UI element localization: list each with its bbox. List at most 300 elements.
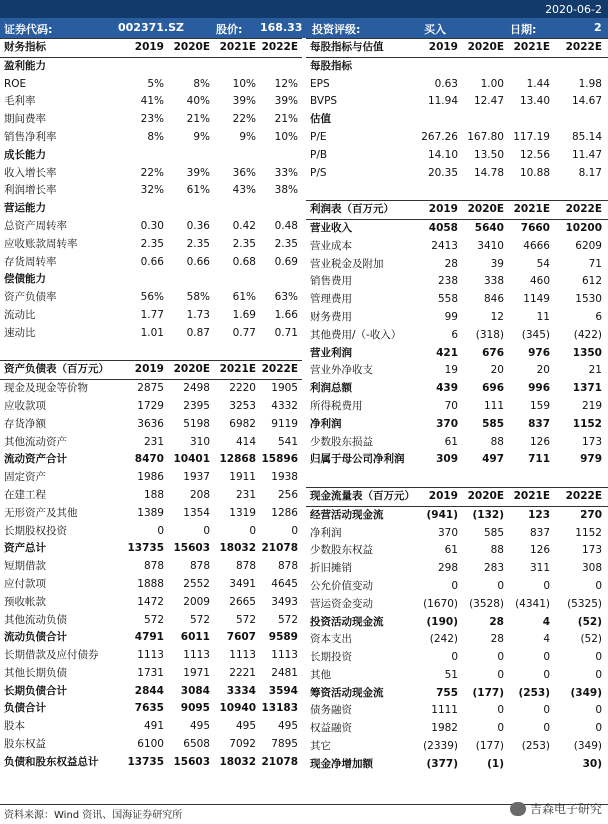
cell-value: (253): [521, 740, 550, 753]
cell-value: 20: [490, 364, 504, 377]
cell-value: 0: [497, 579, 504, 592]
table-header-row: [306, 487, 608, 507]
cell-value: 2022E: [565, 41, 602, 53]
table-row: [0, 736, 302, 754]
table-row: [306, 667, 608, 685]
cell-value: 9589: [268, 631, 298, 644]
cell-value: 2019: [134, 363, 164, 376]
table-row: [306, 614, 608, 632]
cell-value: 238: [437, 275, 458, 288]
date-value: 2: [594, 21, 602, 34]
table-row: [0, 576, 302, 594]
cell-value: (377): [426, 757, 458, 770]
cell-value: 0: [595, 668, 602, 681]
cell-value: 2019: [428, 489, 458, 502]
cell-value: 126: [529, 544, 550, 557]
cell-value: 3084: [180, 684, 210, 697]
cell-value: (190): [426, 615, 458, 628]
row-label: 毛利率: [4, 95, 36, 108]
cell-value: 0: [157, 524, 164, 537]
table-row: [306, 165, 608, 183]
cell-value: 56%: [140, 291, 164, 304]
row-label: 利润总额: [310, 382, 352, 395]
cell-value: 2.35: [274, 237, 298, 250]
table-row: [306, 469, 608, 487]
table-row: [0, 325, 302, 343]
cell-value: 117.19: [513, 130, 550, 143]
cell-value: 572: [189, 613, 210, 626]
cell-value: 2498: [183, 382, 210, 395]
cell-value: 61: [444, 544, 458, 557]
cell-value: 837: [529, 526, 550, 539]
table-row: [306, 631, 608, 649]
cell-value: 837: [528, 417, 550, 430]
cell-value: 7660: [520, 221, 550, 234]
table-row: [0, 289, 302, 307]
row-label: 利润增长率: [4, 184, 57, 197]
cell-value: 173: [581, 435, 602, 448]
cell-value: 21%: [274, 113, 298, 126]
cell-value: 11: [536, 310, 550, 323]
section-row: [0, 271, 302, 289]
cell-value: 0: [543, 668, 550, 681]
cell-value: 2021E: [513, 489, 550, 502]
row-label: 其他: [310, 668, 331, 681]
table-row: [0, 218, 302, 236]
cell-value: 13183: [261, 702, 298, 715]
cell-value: 0: [595, 579, 602, 592]
cell-value: 2220: [229, 382, 256, 395]
cell-value: 1911: [229, 471, 256, 484]
row-label: 固定资产: [4, 471, 46, 484]
stock-code-label: 证券代码:: [4, 23, 53, 36]
cell-value: 2022E: [261, 41, 298, 53]
table-row: [306, 309, 608, 327]
cell-value: 6508: [183, 738, 210, 751]
cell-value: (52): [580, 633, 602, 646]
row-label: 应收款项: [4, 399, 46, 412]
row-label: 在建工程: [4, 488, 46, 501]
cell-value: 14.67: [571, 95, 602, 108]
cell-value: (349): [570, 686, 602, 699]
row-label: 每股指标: [310, 59, 352, 72]
table-row: [306, 525, 608, 543]
cell-value: 33%: [274, 166, 298, 179]
row-label: 现金净增加额: [310, 757, 373, 770]
cell-value: 308: [581, 562, 602, 575]
cell-value: 41%: [140, 95, 164, 108]
cell-value: 439: [436, 382, 458, 395]
cell-value: 1905: [271, 382, 298, 395]
cell-value: 15603: [173, 755, 210, 768]
wechat-icon: [510, 802, 526, 816]
table-row: [306, 147, 608, 165]
table-row: [0, 754, 302, 772]
table-row: [0, 558, 302, 576]
watermark-text: 吉森电子研究: [529, 802, 602, 816]
table-row: [306, 256, 608, 274]
cell-value: 231: [143, 435, 164, 448]
cell-value: 51: [444, 668, 458, 681]
cell-value: 3594: [268, 684, 298, 697]
cell-value: 1.77: [140, 308, 164, 321]
table-row: [306, 451, 608, 469]
cell-value: 0: [543, 651, 550, 664]
table-row: [306, 649, 608, 667]
cell-value: 54: [536, 257, 550, 270]
cell-value: 846: [483, 293, 504, 306]
cell-value: 28: [490, 633, 504, 646]
cell-value: 4058: [428, 221, 458, 234]
cell-value: 126: [529, 435, 550, 448]
cell-value: 572: [235, 613, 256, 626]
cell-value: (1670): [423, 597, 458, 610]
cell-value: 0.71: [274, 326, 298, 339]
rating-label: 投资评级:: [312, 23, 361, 36]
cell-value: 1113: [229, 649, 256, 662]
row-label: 资产负债表（百万元）: [4, 363, 109, 376]
cell-value: 1319: [229, 506, 256, 519]
row-label: 资本支出: [310, 633, 352, 646]
cell-value: 676: [482, 346, 504, 359]
section-row: [0, 147, 302, 165]
cell-value: 0: [543, 579, 550, 592]
cell-value: 219: [581, 399, 602, 412]
cell-value: 88: [490, 435, 504, 448]
table-row: [306, 416, 608, 434]
cell-value: 12.56: [519, 148, 550, 161]
header-bar: [0, 18, 608, 38]
cell-value: 21: [588, 364, 602, 377]
cell-value: 2009: [183, 595, 210, 608]
cell-value: 0: [203, 524, 210, 537]
table-row: [306, 702, 608, 720]
section-row: [0, 58, 302, 76]
cell-value: 2875: [137, 382, 164, 395]
cell-value: 1986: [137, 471, 164, 484]
cell-value: 28: [444, 257, 458, 270]
cell-value: 1530: [575, 293, 602, 306]
table-row: [0, 665, 302, 683]
cell-value: 298: [437, 562, 458, 575]
cell-value: 231: [235, 488, 256, 501]
section-row: [306, 58, 608, 76]
cell-value: 460: [529, 275, 550, 288]
cell-value: 1729: [137, 399, 164, 412]
cell-value: 10.88: [519, 166, 550, 179]
cell-value: 10401: [173, 453, 210, 466]
cell-value: 3493: [271, 595, 298, 608]
row-label: 少数股东权益: [310, 544, 373, 557]
row-label: P/S: [310, 166, 327, 179]
cell-value: 1.01: [140, 326, 164, 339]
cell-value: 208: [189, 488, 210, 501]
table-row: [306, 578, 608, 596]
cell-value: 2020E: [467, 203, 504, 216]
cell-value: 1.73: [186, 308, 210, 321]
cell-value: 3253: [229, 399, 256, 412]
cell-value: 7607: [226, 631, 256, 644]
cell-value: 3636: [137, 417, 164, 430]
cell-value: 10%: [274, 130, 298, 143]
cell-value: 13735: [127, 755, 164, 768]
cell-value: 7895: [271, 738, 298, 751]
cell-value: 270: [580, 508, 602, 521]
row-label: 公允价值变动: [310, 579, 373, 592]
date-bar: [0, 0, 608, 18]
cell-value: 32%: [140, 184, 164, 197]
row-label: 负债和股东权益总计: [4, 755, 99, 768]
row-label: 总资产周转率: [4, 219, 67, 232]
row-label: 现金流量表（百万元）: [310, 489, 415, 502]
cell-value: 541: [277, 435, 298, 448]
cell-value: 2019: [428, 41, 458, 53]
row-label: 短期借款: [4, 560, 46, 573]
cell-value: 1389: [137, 506, 164, 519]
table-row: [306, 738, 608, 756]
cell-value: 12: [490, 310, 504, 323]
cell-value: 6100: [137, 738, 164, 751]
cell-value: 0.42: [232, 219, 256, 232]
table-row: [306, 291, 608, 309]
table-row: [306, 345, 608, 363]
cell-value: 10200: [565, 221, 602, 234]
cell-value: 976: [528, 346, 550, 359]
row-label: 营业成本: [310, 239, 352, 252]
cell-value: (242): [429, 633, 458, 646]
table-row: [306, 220, 608, 238]
cell-value: 338: [483, 275, 504, 288]
cell-value: 311: [529, 562, 550, 575]
table-row: [0, 523, 302, 541]
cell-value: 1286: [271, 506, 298, 519]
cell-value: 61%: [186, 184, 210, 197]
cell-value: 0.68: [232, 255, 256, 268]
cell-value: 2.35: [186, 237, 210, 250]
cell-value: 0: [595, 651, 602, 664]
cell-value: 8470: [134, 453, 164, 466]
row-label: 期间费率: [4, 113, 46, 126]
cell-value: 58%: [186, 291, 210, 304]
table-row: [0, 505, 302, 523]
cell-value: 40%: [186, 95, 210, 108]
cell-value: 2020E: [467, 489, 504, 502]
cell-value: 267.26: [421, 130, 458, 143]
cell-value: 21%: [186, 113, 210, 126]
cell-value: (349): [573, 740, 602, 753]
cell-value: 6: [595, 310, 602, 323]
cell-value: 1149: [523, 293, 550, 306]
cell-value: 585: [483, 526, 504, 539]
table-header-row: [0, 38, 302, 58]
cell-value: 4: [543, 633, 550, 646]
table-row: [306, 129, 608, 147]
cell-value: 1971: [183, 666, 210, 679]
row-label: EPS: [310, 77, 330, 90]
cell-value: 0.48: [274, 219, 298, 232]
table-row: [0, 700, 302, 718]
cell-value: 85.14: [571, 130, 602, 143]
cell-value: 15603: [173, 542, 210, 555]
row-label: 长期借款及应付债券: [4, 649, 99, 662]
cell-value: (1): [487, 757, 504, 770]
table-row: [0, 182, 302, 200]
row-label: 其他长期负债: [4, 666, 67, 679]
cell-value: 1.66: [274, 308, 298, 321]
row-label: BVPS: [310, 95, 338, 108]
table-row: [0, 451, 302, 469]
cell-value: 88: [490, 544, 504, 557]
row-label: 净利润: [310, 417, 342, 430]
row-label: 盈利能力: [4, 59, 46, 72]
cell-value: 1.98: [578, 77, 602, 90]
section-row: [306, 111, 608, 129]
cell-value: 21078: [261, 542, 298, 555]
cell-value: 495: [235, 720, 256, 733]
table-row: [306, 720, 608, 738]
row-label: 收入增长率: [4, 166, 57, 179]
cell-value: 111: [483, 399, 504, 412]
cell-value: 188: [143, 488, 164, 501]
table-row: [0, 647, 302, 665]
cell-value: 70: [444, 399, 458, 412]
cell-value: 10940: [219, 702, 256, 715]
cell-value: 0.69: [274, 255, 298, 268]
table-row: [306, 182, 608, 200]
table-row: [306, 76, 608, 94]
cell-value: 1371: [572, 382, 602, 395]
source-note: 资料来源：Wind 资讯、国海证券研究所: [4, 810, 183, 821]
cell-value: 7092: [229, 738, 256, 751]
table-row: [0, 307, 302, 325]
row-label: 营业外净收支: [310, 364, 373, 377]
cell-value: 39%: [232, 95, 256, 108]
table-row: [0, 487, 302, 505]
cell-value: 19: [444, 364, 458, 377]
cell-value: 421: [436, 346, 458, 359]
row-label: 销售净利率: [4, 130, 57, 143]
cell-value: 4: [542, 615, 550, 628]
cell-value: (2339): [423, 740, 458, 753]
row-label: P/B: [310, 148, 328, 161]
cell-value: 0: [291, 524, 298, 537]
cell-value: 2021E: [513, 203, 550, 216]
cell-value: 63%: [274, 291, 298, 304]
row-label: 其他费用/（-收入）: [310, 328, 402, 341]
cell-value: 1354: [183, 506, 210, 519]
cell-value: 14.10: [427, 148, 458, 161]
row-label: 应收账款周转率: [4, 237, 78, 250]
cell-value: 18032: [219, 755, 256, 768]
cell-value: 1938: [271, 471, 298, 484]
cell-value: 8%: [147, 130, 164, 143]
cell-value: (422): [573, 328, 602, 341]
cell-value: 15896: [261, 453, 298, 466]
row-label: 存货周转率: [4, 255, 57, 268]
cell-value: 0: [451, 651, 458, 664]
cell-value: 2395: [183, 399, 210, 412]
cell-value: (3528): [469, 597, 504, 610]
cell-value: 13.40: [519, 95, 550, 108]
watermark: [510, 800, 602, 817]
cell-value: 22%: [140, 166, 164, 179]
cell-value: 0.66: [186, 255, 210, 268]
row-label: 所得税费用: [310, 399, 363, 412]
cell-value: 1152: [575, 526, 602, 539]
date-label: 日期:: [510, 23, 537, 36]
cell-value: 4791: [134, 631, 164, 644]
row-label: 营运资金变动: [310, 597, 373, 610]
cell-value: 9119: [271, 417, 298, 430]
row-label: 归属于母公司净利润: [310, 453, 405, 466]
cell-value: 612: [581, 275, 602, 288]
cell-value: 6: [451, 328, 458, 341]
row-label: 财务费用: [310, 310, 352, 323]
price-value: 168.33: [260, 21, 303, 34]
cell-value: 123: [528, 508, 550, 521]
cell-value: 414: [235, 435, 256, 448]
cell-value: 1888: [137, 577, 164, 590]
table-row: [0, 416, 302, 434]
cell-value: 12%: [274, 77, 298, 90]
cell-value: 996: [528, 382, 550, 395]
table-row: [306, 685, 608, 703]
section-row: [0, 200, 302, 218]
cell-value: 14.78: [473, 166, 504, 179]
table-row: [0, 343, 302, 361]
cell-value: 878: [189, 560, 210, 573]
cell-value: (4341): [515, 597, 550, 610]
row-label: 营业利润: [310, 346, 352, 359]
cell-value: 4666: [523, 239, 550, 252]
table-row: [0, 434, 302, 452]
cell-value: 2022E: [261, 363, 298, 376]
cell-value: 558: [437, 293, 458, 306]
row-label: 流动比: [4, 308, 36, 321]
cell-value: 979: [580, 453, 602, 466]
table-row: [0, 540, 302, 558]
cell-value: 9%: [193, 130, 210, 143]
row-label: 流动资产合计: [4, 453, 67, 466]
table-row: [0, 165, 302, 183]
cell-value: (5325): [567, 597, 602, 610]
cell-value: 0: [497, 651, 504, 664]
cell-value: 61%: [232, 291, 256, 304]
cell-value: 8%: [193, 77, 210, 90]
row-label: 应付款项: [4, 577, 46, 590]
cell-value: 0: [249, 524, 256, 537]
cell-value: 2413: [431, 239, 458, 252]
cell-value: 20: [536, 364, 550, 377]
report-date: 2020-06-2: [545, 3, 602, 16]
cell-value: 3334: [226, 684, 256, 697]
cell-value: 283: [483, 562, 504, 575]
cell-value: 10%: [232, 77, 256, 90]
table-row: [306, 542, 608, 560]
cell-value: 0.77: [232, 326, 256, 339]
cell-value: 2019: [134, 41, 164, 53]
row-label: 存货净额: [4, 417, 46, 430]
row-label: 偿债能力: [4, 273, 46, 286]
cell-value: 18032: [219, 542, 256, 555]
cell-value: 39%: [186, 166, 210, 179]
cell-value: 1350: [572, 346, 602, 359]
row-label: 速动比: [4, 326, 36, 339]
cell-value: 36%: [232, 166, 256, 179]
cell-value: 4645: [271, 577, 298, 590]
row-label: 营业税金及附加: [310, 257, 384, 270]
cell-value: 572: [277, 613, 298, 626]
